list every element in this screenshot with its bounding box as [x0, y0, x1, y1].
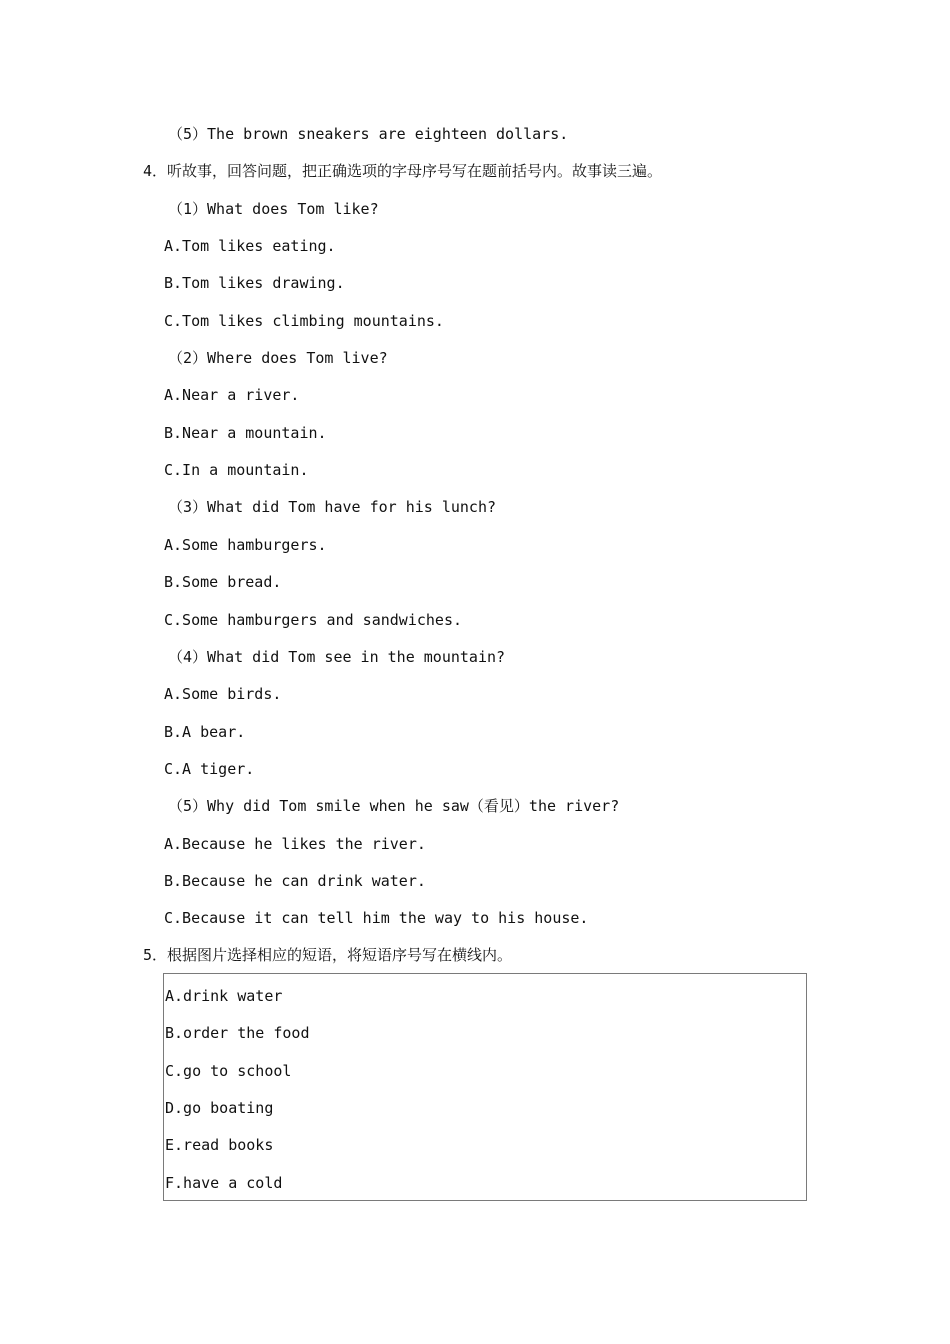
q4-option-3b: B.Some bread. [164, 573, 282, 591]
q4-question-2: （2）Where does Tom live? [168, 349, 388, 367]
q4-option-5c: C.Because it can tell him the way to his house. [164, 909, 589, 927]
q4-heading: 4．听故事，回答问题，把正确选项的字母序号写在题前括号内。故事读三遍。 [143, 162, 663, 180]
q5-phrase-c: C.go to school [165, 1062, 292, 1080]
q3-item-5: （5）The brown sneakers are eighteen dollars. [168, 125, 569, 143]
q4-option-5b: B.Because he can drink water. [164, 872, 426, 890]
q5-phrase-f: F.have a cold [165, 1174, 283, 1192]
q4-question-1: （1）What does Tom like? [168, 200, 379, 218]
q4-option-4b: B.A bear. [164, 723, 246, 741]
q4-question-5: （5）Why did Tom smile when he saw（看见）the river? [168, 797, 620, 815]
q4-option-3c: C.Some hamburgers and sandwiches. [164, 611, 463, 629]
q4-option-4c: C.A tiger. [164, 760, 255, 778]
q4-option-4a: A.Some birds. [164, 685, 282, 703]
q4-option-5a: A.Because he likes the river. [164, 835, 426, 853]
q4-option-1a: A.Tom likes eating. [164, 237, 336, 255]
q4-option-3a: A.Some hamburgers. [164, 536, 327, 554]
q4-option-2b: B.Near a mountain. [164, 424, 327, 442]
q5-phrase-e: E.read books [165, 1136, 274, 1154]
q4-option-1c: C.Tom likes climbing mountains. [164, 312, 444, 330]
q5-phrase-d: D.go boating [165, 1099, 274, 1117]
q5-phrase-b: B.order the food [165, 1024, 310, 1042]
q5-phrase-a: A.drink water [165, 987, 283, 1005]
q4-option-2c: C.In a mountain. [164, 461, 309, 479]
q4-question-4: （4）What did Tom see in the mountain? [168, 648, 506, 666]
q4-option-1b: B.Tom likes drawing. [164, 274, 345, 292]
q4-question-3: （3）What did Tom have for his lunch? [168, 498, 497, 516]
q4-option-2a: A.Near a river. [164, 386, 300, 404]
q5-phrase-box [163, 973, 807, 1201]
q5-heading: 5．根据图片选择相应的短语，将短语序号写在横线内。 [143, 946, 513, 964]
